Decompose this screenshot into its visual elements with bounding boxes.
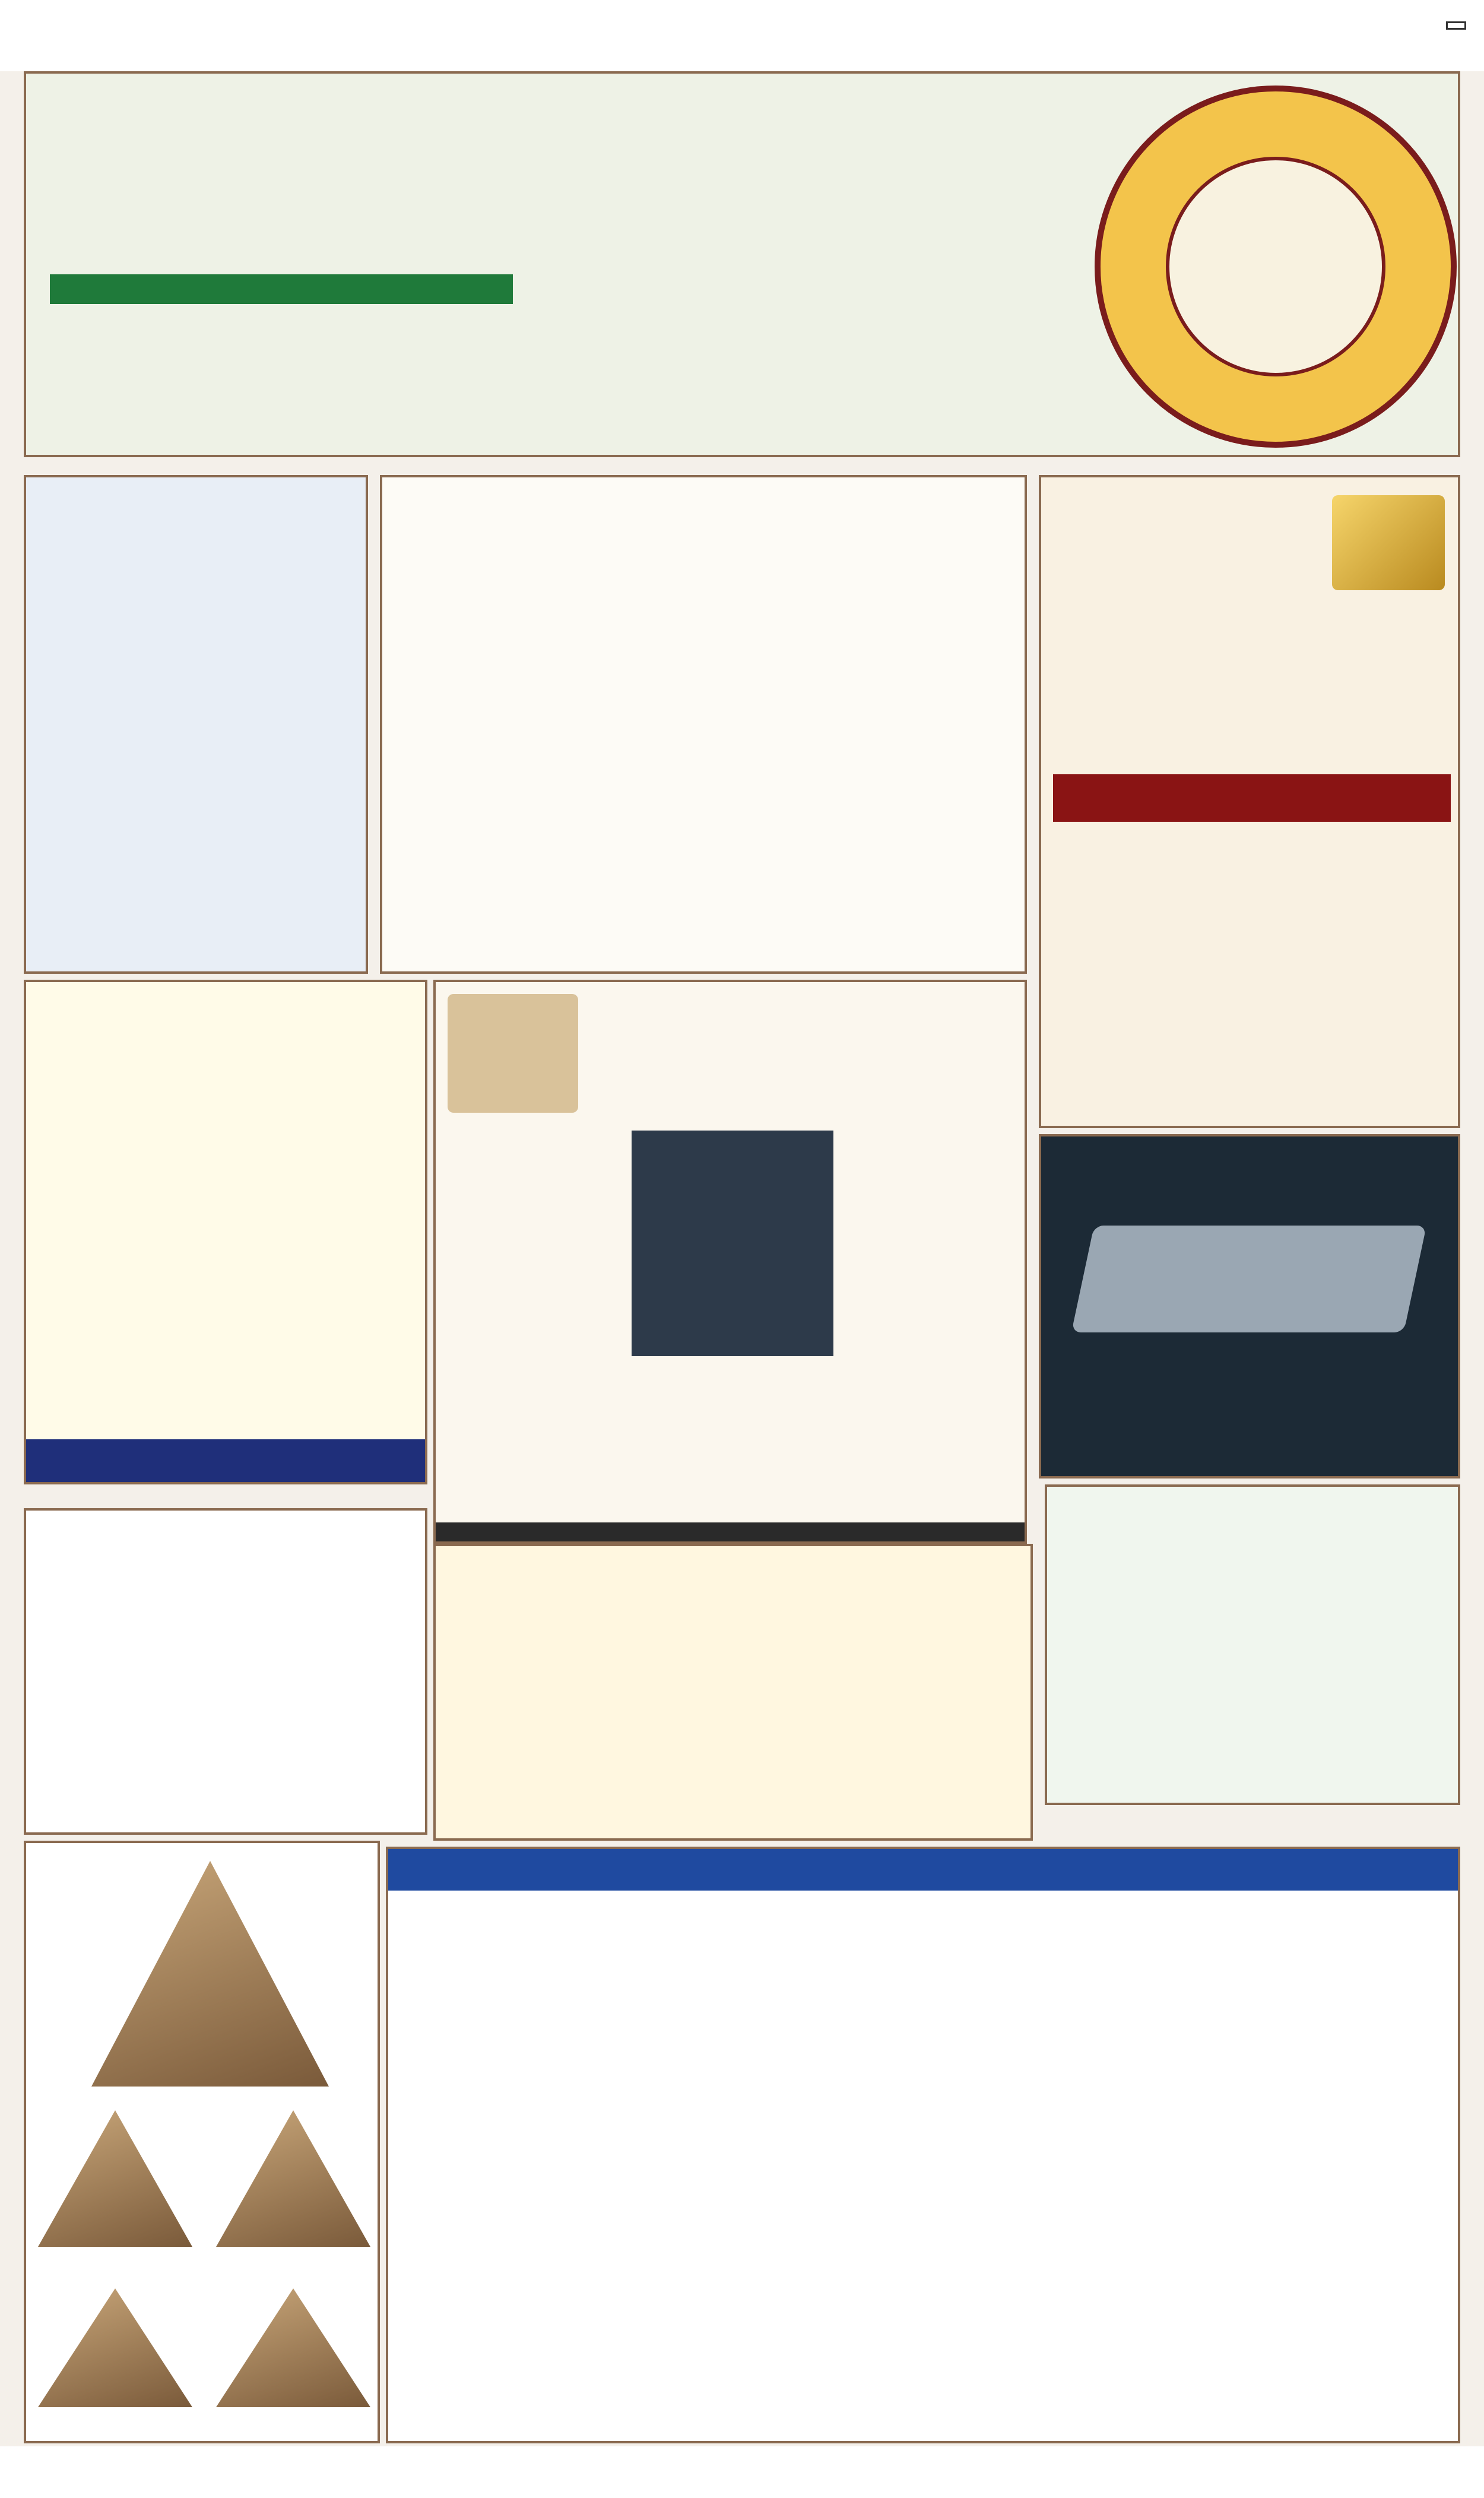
trend-header	[50, 274, 513, 304]
portrait-image	[632, 1131, 833, 1356]
zodiac-logo	[44, 86, 269, 139]
code-col-header	[1356, 774, 1451, 822]
pyramid-b1	[38, 2110, 192, 2247]
mingshu-text	[41, 1107, 415, 1374]
hk-result	[0, 2446, 1484, 2498]
pyramid-b3	[38, 2288, 192, 2407]
dream-col-header	[1053, 774, 1356, 822]
mingshu-footnote	[26, 1439, 427, 1484]
zodiac-section	[24, 71, 1460, 457]
results-title	[388, 1849, 1460, 1891]
top-banner	[0, 0, 1484, 71]
bazi-badge	[394, 483, 465, 549]
face-footer	[436, 1522, 1027, 1544]
face-box2	[448, 1362, 833, 1528]
tracking-section	[24, 1508, 427, 1835]
pyramid-b2	[216, 2110, 370, 2247]
gold-bars-icon	[1332, 495, 1445, 590]
dream-table-header	[1053, 774, 1451, 822]
zodiac-intro	[281, 139, 667, 335]
results-section	[386, 1847, 1460, 2443]
keyboard-icon	[1071, 1226, 1426, 1332]
three-kingdoms-section	[433, 1544, 1033, 1841]
bazi-text	[400, 561, 1011, 952]
edition-label	[1446, 21, 1466, 30]
mingshu-section	[24, 980, 427, 1484]
dream-section	[1039, 475, 1460, 1128]
face-section	[433, 980, 1027, 1544]
keyboard-section	[1039, 1134, 1460, 1478]
faces-illustration	[448, 994, 578, 1113]
liuhe-section	[24, 475, 368, 974]
chuanyun-section	[1045, 1484, 1460, 1805]
face-right-text	[845, 1154, 1017, 1505]
zodiac-wheel	[1095, 86, 1457, 448]
bazi-section	[380, 475, 1027, 974]
pyramid-main-numbers	[91, 1879, 329, 2081]
pyramid-section	[24, 1841, 380, 2443]
pyramid-b4	[216, 2288, 370, 2407]
wheel-center	[1166, 157, 1385, 376]
